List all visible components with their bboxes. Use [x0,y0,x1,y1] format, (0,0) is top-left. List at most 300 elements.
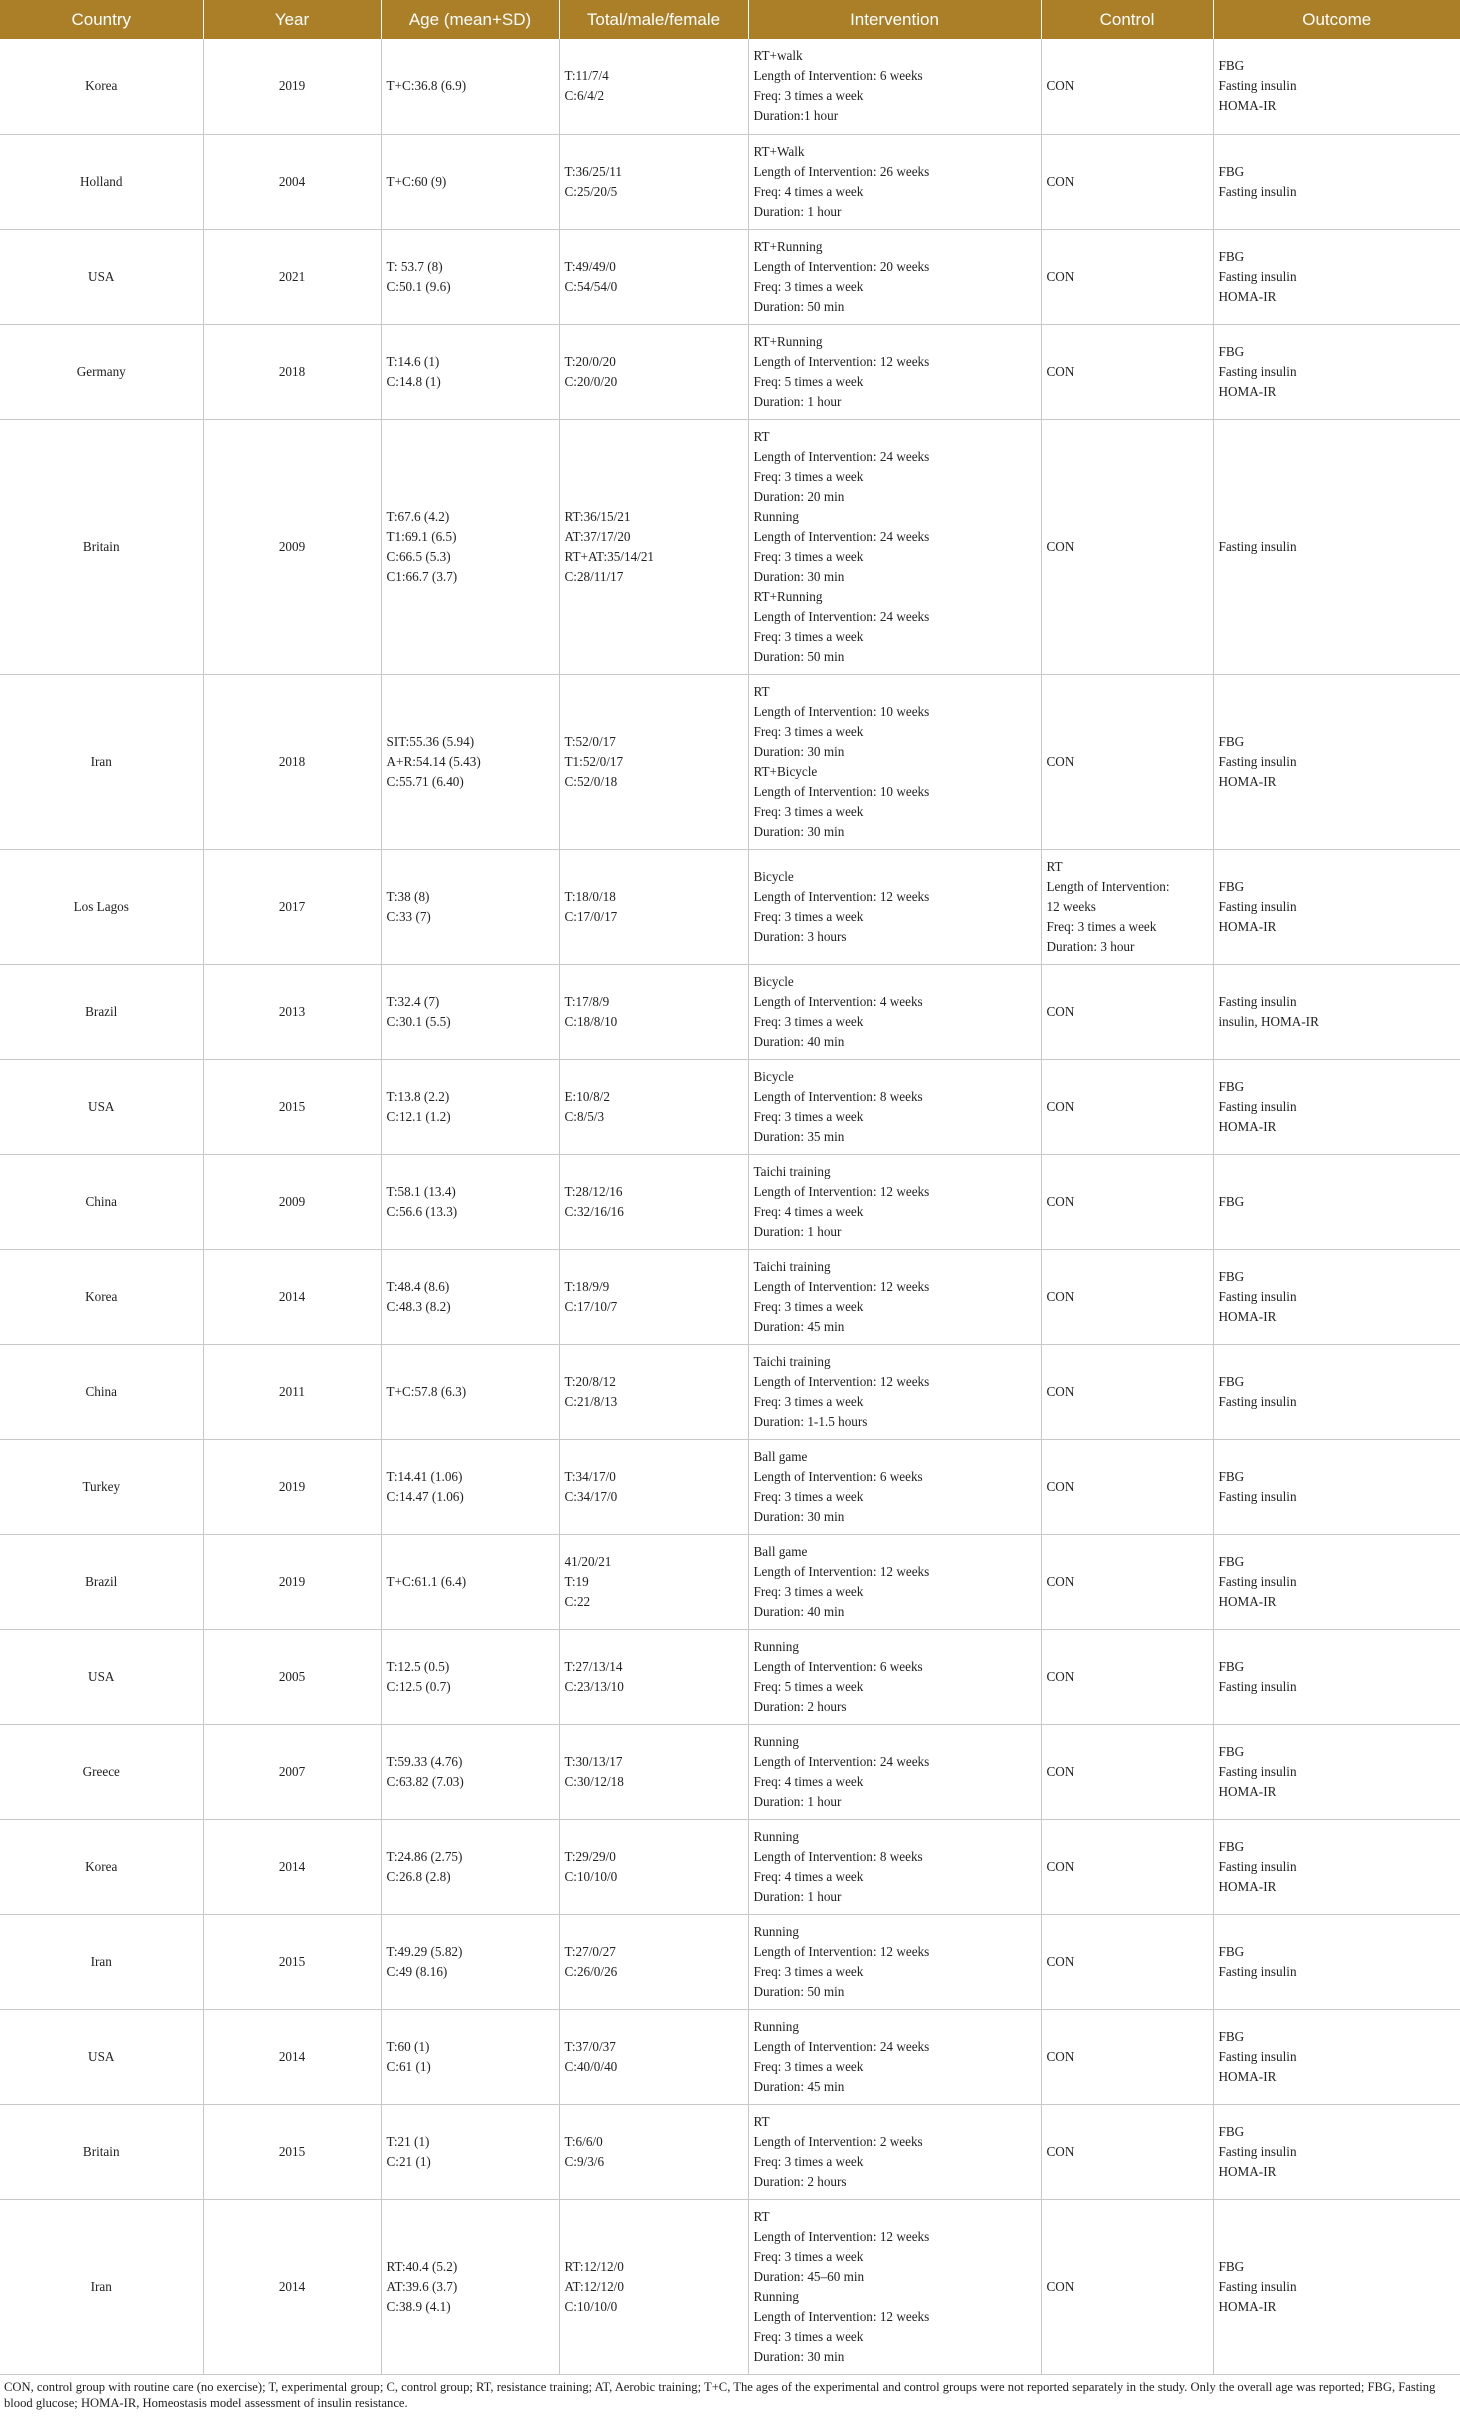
cell-total-line: T:49/49/0 [564,258,616,274]
cell-age-line: C:33 (7) [386,908,431,924]
cell-total-line: C:18/8/10 [564,1013,618,1029]
table-row [0,229,1460,324]
cell-outcome [1213,1629,1460,1724]
cell-year: 2009 [203,1154,381,1249]
cell-age-line: C:38.9 (4.1) [386,2298,451,2314]
cell-age-line: C:30.1 (5.5) [386,1013,451,1029]
cell-year: 2015 [203,2104,381,2199]
cell-total [559,674,748,849]
cell-total-line: C:6/4/2 [564,88,605,104]
cell-intervention-line: Freq: 3 times a week [753,2058,864,2074]
cell-intervention-line: Length of Intervention: 6 weeks [753,1468,923,1484]
cell-intervention-line: Duration: 1 hour [753,393,842,409]
table-row [0,1914,1460,2009]
cell-intervention [748,229,1041,324]
cell-outcome [1213,849,1460,964]
cell-control [1041,849,1213,964]
cell-age-line: C:61 (1) [386,2058,431,2074]
cell-outcome-line: HOMA-IR [1218,288,1277,304]
header-total: Total/male/female [559,0,748,39]
cell-intervention-line: Duration: 35 min [753,1128,845,1144]
cell-intervention-line: Length of Intervention: 24 weeks [753,608,930,624]
cell-intervention-line: Length of Intervention: 24 weeks [753,2038,930,2054]
cell-intervention-line: Freq: 3 times a week [753,628,864,644]
cell-age-line: T:60 (1) [386,2038,430,2054]
cell-outcome-line: insulin, HOMA-IR [1218,1013,1319,1029]
cell-control-line: CON [1046,1288,1075,1304]
cell-country: Korea [0,39,203,134]
cell-year: 2005 [203,1629,381,1724]
cell-total-line: T:11/7/4 [564,68,609,84]
cell-outcome [1213,39,1460,134]
cell-age-line: A+R:54.14 (5.43) [386,753,481,769]
cell-control-line: CON [1046,1573,1075,1589]
cell-control [1041,1249,1213,1344]
cell-age-line: C:48.3 (8.2) [386,1298,451,1314]
cell-intervention-line: RT+Walk [753,143,805,159]
cell-intervention [748,2104,1041,2199]
cell-outcome-line: Fasting insulin [1218,538,1297,554]
cell-intervention-line: RT+Running [753,588,823,604]
cell-total-line: C:30/12/18 [564,1773,624,1789]
cell-country: China [0,1344,203,1439]
cell-total-line: C:10/10/0 [564,1868,618,1884]
table-row [0,1534,1460,1629]
cell-age-line: SIT:55.36 (5.94) [386,733,475,749]
cell-total [559,1249,748,1344]
cell-intervention [748,674,1041,849]
cell-outcome [1213,1724,1460,1819]
table-row [0,2009,1460,2104]
cell-total-line: T1:52/0/17 [564,753,624,769]
cell-age-line: T:14.6 (1) [386,353,440,369]
cell-country: Iran [0,2199,203,2374]
cell-outcome [1213,1154,1460,1249]
cell-control-line: Duration: 3 hour [1046,938,1135,954]
cell-intervention-line: Duration: 30 min [753,568,845,584]
cell-intervention-line: Freq: 3 times a week [753,2248,864,2264]
cell-intervention-line: Freq: 4 times a week [753,1868,864,1884]
table-row [0,1439,1460,1534]
cell-outcome-line: Fasting insulin [1218,1763,1297,1779]
cell-age [381,2009,559,2104]
cell-intervention-line: RT [753,428,770,444]
cell-control [1041,964,1213,1059]
cell-control-line: CON [1046,1858,1075,1874]
cell-outcome-line: FBG [1218,878,1245,894]
cell-total-line: AT:37/17/20 [564,528,631,544]
cell-outcome-line: Fasting insulin [1218,1678,1297,1694]
cell-age-line: T:38 (8) [386,888,430,904]
cell-age [381,1059,559,1154]
cell-country: Britain [0,419,203,674]
cell-control-line: CON [1046,2048,1075,2064]
cell-control-line: CON [1046,753,1075,769]
cell-outcome-line: HOMA-IR [1218,2163,1277,2179]
cell-control [1041,229,1213,324]
cell-intervention-line: Duration: 45 min [753,2078,845,2094]
cell-outcome [1213,2199,1460,2374]
cell-age-line: C:50.1 (9.6) [386,278,451,294]
cell-age [381,849,559,964]
cell-intervention-line: Freq: 3 times a week [753,1963,864,1979]
cell-total-line: T:18/9/9 [564,1278,610,1294]
cell-intervention-line: RT+Running [753,333,823,349]
cell-total-line: C:54/54/0 [564,278,618,294]
cell-control [1041,1059,1213,1154]
cell-year: 2013 [203,964,381,1059]
cell-outcome-line: Fasting insulin [1218,1488,1297,1504]
cell-intervention [748,2199,1041,2374]
cell-intervention-line: Duration: 20 min [753,488,845,504]
cell-country: USA [0,1059,203,1154]
cell-control-line: CON [1046,268,1075,284]
cell-total-line: C:52/0/18 [564,773,618,789]
cell-intervention-line: Length of Intervention: 2 weeks [753,2133,923,2149]
cell-total-line: T:37/0/37 [564,2038,616,2054]
cell-outcome [1213,229,1460,324]
cell-outcome-line: Fasting insulin [1218,1288,1297,1304]
cell-control-line: CON [1046,1668,1075,1684]
cell-year: 2009 [203,419,381,674]
cell-year: 2015 [203,1914,381,2009]
cell-intervention-line: RT [753,2208,770,2224]
cell-intervention-line: Length of Intervention: 12 weeks [753,1373,930,1389]
cell-year: 2018 [203,324,381,419]
table-row [0,1629,1460,1724]
cell-age-line: C:63.82 (7.03) [386,1773,464,1789]
cell-outcome-line: Fasting insulin [1218,2048,1297,2064]
cell-outcome-line: HOMA-IR [1218,1783,1277,1799]
cell-intervention-line: Running [753,2288,799,2304]
cell-total [559,1914,748,2009]
cell-intervention [748,1629,1041,1724]
table-row [0,1724,1460,1819]
cell-outcome-line: HOMA-IR [1218,2298,1277,2314]
cell-country: Greece [0,1724,203,1819]
cell-age-line: C:12.1 (1.2) [386,1108,451,1124]
cell-intervention-line: Duration: 1-1.5 hours [753,1413,868,1429]
cell-age-line: T:14.41 (1.06) [386,1468,463,1484]
cell-intervention-line: Length of Intervention: 10 weeks [753,703,930,719]
cell-year: 2018 [203,674,381,849]
cell-age-line: C:21 (1) [386,2153,431,2169]
cell-year: 2011 [203,1344,381,1439]
cell-outcome-line: FBG [1218,1943,1245,1959]
cell-country: Korea [0,1819,203,1914]
cell-intervention-line: Duration:1 hour [753,108,839,124]
cell-intervention-line: Length of Intervention: 20 weeks [753,258,930,274]
cell-control [1041,134,1213,229]
table-row [0,964,1460,1059]
cell-control-line: CON [1046,1763,1075,1779]
cell-outcome-line: FBG [1218,1838,1245,1854]
cell-country: Los Lagos [0,849,203,964]
cell-country: Iran [0,674,203,849]
table-row [0,134,1460,229]
cell-total-line: T:18/0/18 [564,888,616,904]
cell-total-line: C:22 [564,1593,591,1609]
cell-total-line: AT:12/12/0 [564,2278,624,2294]
cell-intervention-line: Duration: 3 hours [753,928,847,944]
cell-total-line: T:27/0/27 [564,1943,616,1959]
cell-intervention-line: Running [753,1638,799,1654]
cell-intervention-line: Running [753,508,799,524]
cell-age-line: C:56.6 (13.3) [386,1203,458,1219]
cell-control [1041,1819,1213,1914]
cell-intervention [748,1819,1041,1914]
cell-intervention-line: Length of Intervention: 12 weeks [753,2308,930,2324]
cell-intervention-line: Ball game [753,1543,808,1559]
cell-age [381,39,559,134]
cell-intervention-line: Duration: 50 min [753,1983,845,1999]
cell-outcome-line: Fasting insulin [1218,363,1297,379]
cell-intervention-line: Length of Intervention: 6 weeks [753,68,923,84]
cell-total [559,2199,748,2374]
cell-total-line: C:32/16/16 [564,1203,624,1219]
cell-age-line: T+C:57.8 (6.3) [386,1383,467,1399]
cell-outcome-line: Fasting insulin [1218,1573,1297,1589]
cell-country: USA [0,229,203,324]
cell-outcome-line: Fasting insulin [1218,1963,1297,1979]
cell-intervention-line: Length of Intervention: 12 weeks [753,1563,930,1579]
cell-age-line: C1:66.7 (3.7) [386,568,458,584]
cell-outcome-line: FBG [1218,2028,1245,2044]
cell-intervention-line: RT+Running [753,238,823,254]
cell-country: Britain [0,2104,203,2199]
cell-control-line: Length of Intervention: [1046,878,1170,894]
cell-country: USA [0,2009,203,2104]
cell-intervention-line: Freq: 3 times a week [753,468,864,484]
cell-intervention-line: Length of Intervention: 24 weeks [753,528,930,544]
cell-total [559,1344,748,1439]
cell-age [381,1344,559,1439]
cell-outcome-line: HOMA-IR [1218,918,1277,934]
cell-intervention-line: Duration: 1 hour [753,1888,842,1904]
cell-total-line: T:27/13/14 [564,1658,623,1674]
cell-outcome [1213,1249,1460,1344]
cell-age [381,1914,559,2009]
cell-country: China [0,1154,203,1249]
cell-total [559,419,748,674]
cell-control [1041,2199,1213,2374]
cell-age-line: C:14.47 (1.06) [386,1488,464,1504]
cell-control-line: CON [1046,1383,1075,1399]
cell-total [559,2009,748,2104]
cell-age-line: T1:69.1 (6.5) [386,528,457,544]
cell-total-line: T:30/13/17 [564,1753,623,1769]
cell-total-line: T:20/0/20 [564,353,616,369]
table-row [0,2199,1460,2374]
cell-total-line: C:17/0/17 [564,908,618,924]
cell-age-line: C:66.5 (5.3) [386,548,451,564]
header-age: Age (mean+SD) [381,0,559,39]
cell-outcome [1213,419,1460,674]
cell-outcome-line: FBG [1218,1078,1245,1094]
cell-age-line: C:26.8 (2.8) [386,1868,451,1884]
cell-age-line: T:21 (1) [386,2133,430,2149]
table-row [0,849,1460,964]
table-row [0,2104,1460,2199]
cell-outcome-line: Fasting insulin [1218,2143,1297,2159]
cell-year: 2019 [203,39,381,134]
cell-outcome-line: FBG [1218,1268,1245,1284]
cell-year: 2017 [203,849,381,964]
cell-age-line: C:12.5 (0.7) [386,1678,451,1694]
cell-total-line: E:10/8/2 [564,1088,610,1104]
cell-intervention-line: Duration: 30 min [753,1508,845,1524]
cell-total-line: C:40/0/40 [564,2058,618,2074]
cell-control-line: CON [1046,1193,1075,1209]
cell-outcome [1213,2009,1460,2104]
cell-country: Iran [0,1914,203,2009]
cell-intervention-line: Freq: 4 times a week [753,1203,864,1219]
cell-control-line: CON [1046,538,1075,554]
cell-control [1041,1724,1213,1819]
cell-total-line: T:28/12/16 [564,1183,623,1199]
cell-total-line: C:8/5/3 [564,1108,605,1124]
cell-total-line: C:10/10/0 [564,2298,618,2314]
cell-intervention [748,1344,1041,1439]
cell-total [559,134,748,229]
cell-outcome [1213,1344,1460,1439]
cell-control [1041,39,1213,134]
cell-intervention-line: Freq: 5 times a week [753,1678,864,1694]
cell-intervention-line: Length of Intervention: 4 weeks [753,993,923,1009]
cell-outcome [1213,1819,1460,1914]
cell-intervention-line: Length of Intervention: 12 weeks [753,2228,930,2244]
cell-outcome-line: FBG [1218,1468,1245,1484]
cell-outcome-line: Fasting insulin [1218,183,1297,199]
cell-age [381,324,559,419]
cell-age-line: T+C:60 (9) [386,173,447,189]
cell-control [1041,1344,1213,1439]
cell-outcome-line: FBG [1218,2258,1245,2274]
cell-intervention-line: RT [753,2113,770,2129]
cell-outcome-line: FBG [1218,163,1245,179]
cell-total-line: RT:12/12/0 [564,2258,624,2274]
cell-intervention [748,324,1041,419]
cell-control-line: CON [1046,78,1075,94]
cell-intervention-line: Length of Intervention: 12 weeks [753,1278,930,1294]
table-footnote: CON, control group with routine care (no exercise); T, experimental group; C, control group; RT, resistance training; AT, Aerobic training; T+C, The ages of the experimental and control groups were not reported separately in the study. Only the overall age was reported; FBG, Fasting blood glucose; HOMA-IR, Homeostasis model assessment of insulin resistance. [4,2379,1436,2410]
cell-intervention-line: Freq: 3 times a week [753,723,864,739]
cell-age-line: T:67.6 (4.2) [386,508,450,524]
cell-intervention-line: RT [753,683,770,699]
cell-age [381,1439,559,1534]
cell-outcome-line: HOMA-IR [1218,1118,1277,1134]
header-outcome: Outcome [1213,0,1460,39]
cell-total-line: T:17/8/9 [564,993,610,1009]
header-control: Control [1041,0,1213,39]
cell-total [559,964,748,1059]
cell-outcome-line: HOMA-IR [1218,1308,1277,1324]
cell-outcome [1213,2104,1460,2199]
cell-intervention-line: Duration: 45–60 min [753,2268,865,2284]
cell-control-line: CON [1046,2143,1075,2159]
cell-control-line: CON [1046,1478,1075,1494]
cell-total-line: C:20/0/20 [564,373,618,389]
cell-intervention-line: Duration: 1 hour [753,1793,842,1809]
cell-total [559,1534,748,1629]
cell-total-line: C:25/20/5 [564,183,618,199]
cell-age-line: T:58.1 (13.4) [386,1183,456,1199]
cell-age-line: T:49.29 (5.82) [386,1943,463,1959]
cell-intervention-line: Freq: 3 times a week [753,88,864,104]
cell-control-line: CON [1046,1098,1075,1114]
cell-total-line: RT:36/15/21 [564,508,631,524]
cell-total [559,1819,748,1914]
cell-intervention-line: Running [753,1828,799,1844]
cell-intervention-line: Taichi training [753,1258,831,1274]
cell-age [381,1629,559,1724]
table-row [0,674,1460,849]
cell-age-line: C:55.71 (6.40) [386,773,464,789]
cell-total [559,1629,748,1724]
cell-control [1041,674,1213,849]
cell-country: Brazil [0,964,203,1059]
cell-outcome-line: Fasting insulin [1218,993,1297,1009]
cell-outcome-line: Fasting insulin [1218,78,1297,94]
cell-intervention [748,1724,1041,1819]
cell-control-line: 12 weeks [1046,898,1096,914]
cell-outcome-line: HOMA-IR [1218,98,1277,114]
cell-outcome-line: FBG [1218,733,1245,749]
cell-outcome [1213,134,1460,229]
cell-intervention [748,1534,1041,1629]
cell-intervention-line: Duration: 40 min [753,1603,845,1619]
table-row [0,1249,1460,1344]
cell-outcome-line: FBG [1218,248,1245,264]
cell-intervention-line: Freq: 4 times a week [753,1773,864,1789]
cell-total [559,229,748,324]
cell-age-line: T:24.86 (2.75) [386,1848,463,1864]
cell-total-line: T:6/6/0 [564,2133,603,2149]
cell-age [381,674,559,849]
cell-age-line: AT:39.6 (3.7) [386,2278,458,2294]
cell-age [381,1819,559,1914]
cell-intervention-line: Running [753,2018,799,2034]
cell-intervention-line: Freq: 3 times a week [753,803,864,819]
cell-outcome-line: Fasting insulin [1218,753,1297,769]
cell-outcome-line: FBG [1218,2123,1245,2139]
cell-control [1041,1534,1213,1629]
cell-age-line: T:13.8 (2.2) [386,1088,450,1104]
cell-intervention-line: Duration: 2 hours [753,1698,847,1714]
cell-outcome [1213,1534,1460,1629]
cell-control [1041,2009,1213,2104]
cell-year: 2014 [203,2199,381,2374]
table-row [0,1819,1460,1914]
cell-outcome [1213,1914,1460,2009]
cell-intervention-line: Taichi training [753,1163,831,1179]
cell-control-line: RT [1046,858,1063,874]
cell-total-line: C:23/13/10 [564,1678,624,1694]
cell-year: 2019 [203,1439,381,1534]
cell-intervention [748,964,1041,1059]
cell-intervention-line: Freq: 3 times a week [753,2328,864,2344]
cell-age [381,1154,559,1249]
cell-outcome-line: HOMA-IR [1218,1593,1277,1609]
cell-country: Germany [0,324,203,419]
cell-total-line: T:52/0/17 [564,733,616,749]
cell-control-line: CON [1046,1003,1075,1019]
table-body [0,39,1460,2374]
cell-year: 2015 [203,1059,381,1154]
cell-country: Brazil [0,1534,203,1629]
cell-age-line: T:59.33 (4.76) [386,1753,463,1769]
header-intervention: Intervention [748,0,1041,39]
